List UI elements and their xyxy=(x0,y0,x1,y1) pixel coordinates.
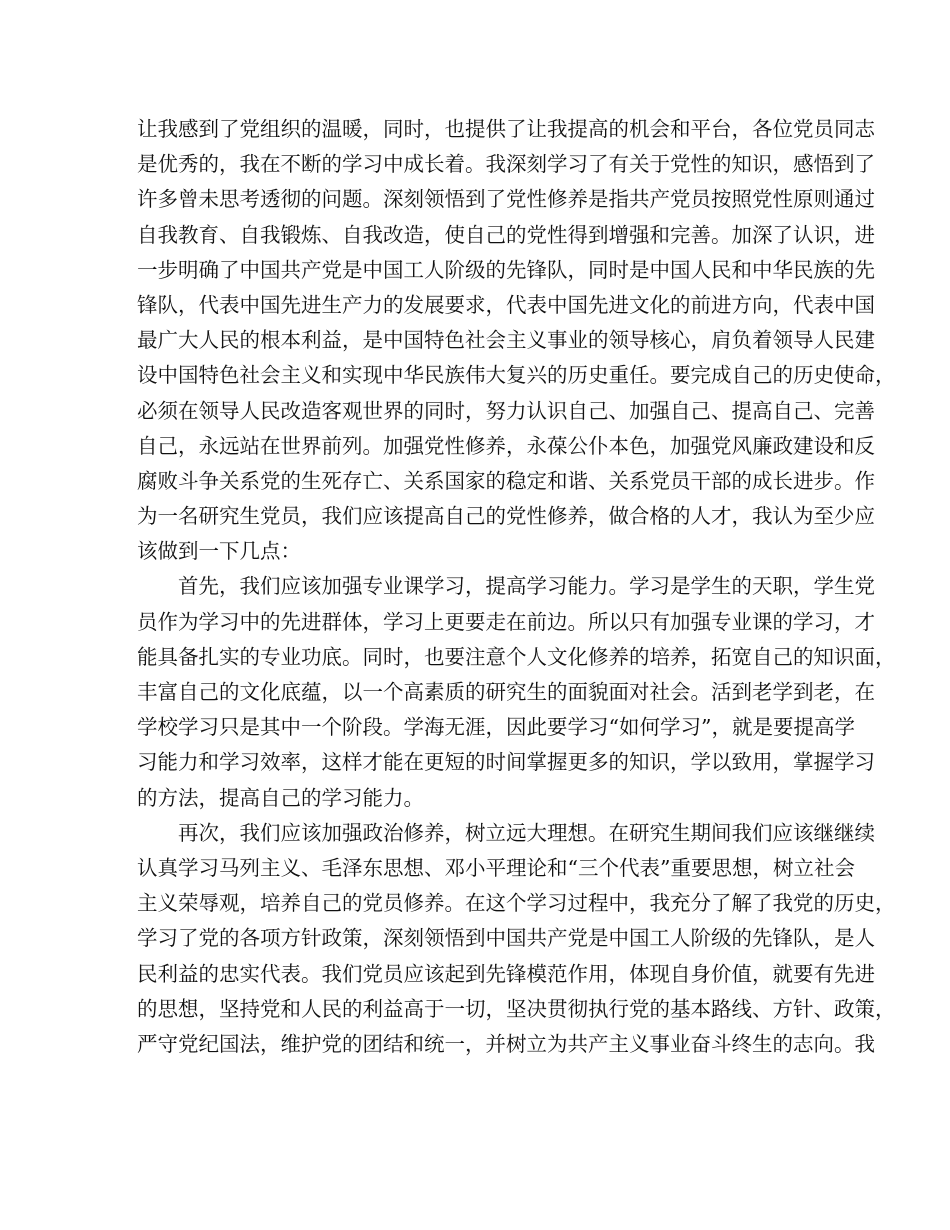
paragraph-first-line: 再次，我们应该加强政治修养，树立远大理想。在研究生期间我们应该继继续 xyxy=(178,820,875,845)
text-line: 最广大人民的根本利益，是中国特色社会主义事业的领导核心，肩负着领导人民建 xyxy=(137,328,875,353)
text-line: 许多曾未思考透彻的问题。深刻领悟到了党性修养是指共产党员按照党性原则通过 xyxy=(137,187,875,212)
document-body xyxy=(137,112,896,1062)
text-line: 自己，永远站在世界前列。加强党性修养，永葆公仆本色，加强党风廉政建设和反 xyxy=(137,433,875,458)
text-line: 能具备扎实的专业功底。同时，也要注意个人文化修养的培养，拓宽自己的知识面， xyxy=(137,644,896,669)
text-line: 习能力和学习效率，这样才能在更短的时间掌握更多的知识，学以致用，掌握学习 xyxy=(137,750,875,775)
text-line: 必须在领导人民改造客观世界的同时，努力认识自己、加强自己、提高自己、完善 xyxy=(137,398,875,423)
text-line: 员作为学习中的先进群体，学习上更要走在前边。所以只有加强专业课的学习，才 xyxy=(137,609,875,634)
text-line: 锋队，代表中国先进生产力的发展要求，代表中国先进文化的前进方向，代表中国 xyxy=(137,292,875,317)
text-line: 让我感到了党组织的温暖，同时，也提供了让我提高的机会和平台，各位党员同志 xyxy=(137,117,875,141)
text-line: 学习了党的各项方针政策，深刻领悟到中国共产党是中国工人阶级的先锋队，是人 xyxy=(137,926,875,951)
text-line: 学校学习只是其中一个阶段。学海无涯，因此要学习“如何学习”，就是要提高学 xyxy=(137,715,855,740)
text-line: 丰富自己的文化底蕴，以一个高素质的研究生的面貌面对社会。活到老学到老，在 xyxy=(137,680,875,704)
text-line: 严守党纪国法，维护党的团结和统一，并树立为共产主义事业奋斗终生的志向。我 xyxy=(137,1031,875,1056)
text-line: 为一名研究生党员，我们应该提高自己的党性修养，做合格的人才，我认为至少应 xyxy=(137,504,875,529)
text-line: 认真学习马列主义、毛泽东思想、邓小平理论和“三个代表”重要思想，树立社会 xyxy=(137,855,855,880)
text-line: 主义荣辱观，培养自己的党员修养。在这个学习过程中，我充分了解了我党的历史， xyxy=(137,891,896,916)
text-line: 一步明确了中国共产党是中国工人阶级的先锋队，同时是中国人民和中华民族的先 xyxy=(137,257,875,282)
text-line: 该做到一下几点： xyxy=(137,539,301,564)
text-line: 的思想，坚持党和人民的利益高于一切，坚决贯彻执行党的基本路线、方针、政策， xyxy=(137,996,896,1021)
text-line: 腐败斗争关系党的生死存亡、关系国家的稳定和谐、关系党员干部的成长进步。作 xyxy=(137,468,875,493)
paragraph-first-line: 首先，我们应该加强专业课学习，提高学习能力。学习是学生的天职，学生党 xyxy=(178,574,875,599)
text-line: 民利益的忠实代表。我们党员应该起到先锋模范作用，体现自身价值，就要有先进 xyxy=(137,961,875,986)
text-line: 的方法，提高自己的学习能力。 xyxy=(137,785,424,810)
text-line: 设中国特色社会主义和实现中华民族伟大复兴的历史重任。要完成自己的历史使命， xyxy=(137,363,896,388)
text-line: 是优秀的，我在不断的学习中成长着。我深刻学习了有关于党性的知识，感悟到了 xyxy=(137,152,875,177)
text-line: 自我教育、自我锻炼、自我改造，使自己的党性得到增强和完善。加深了认识，进 xyxy=(137,222,875,247)
